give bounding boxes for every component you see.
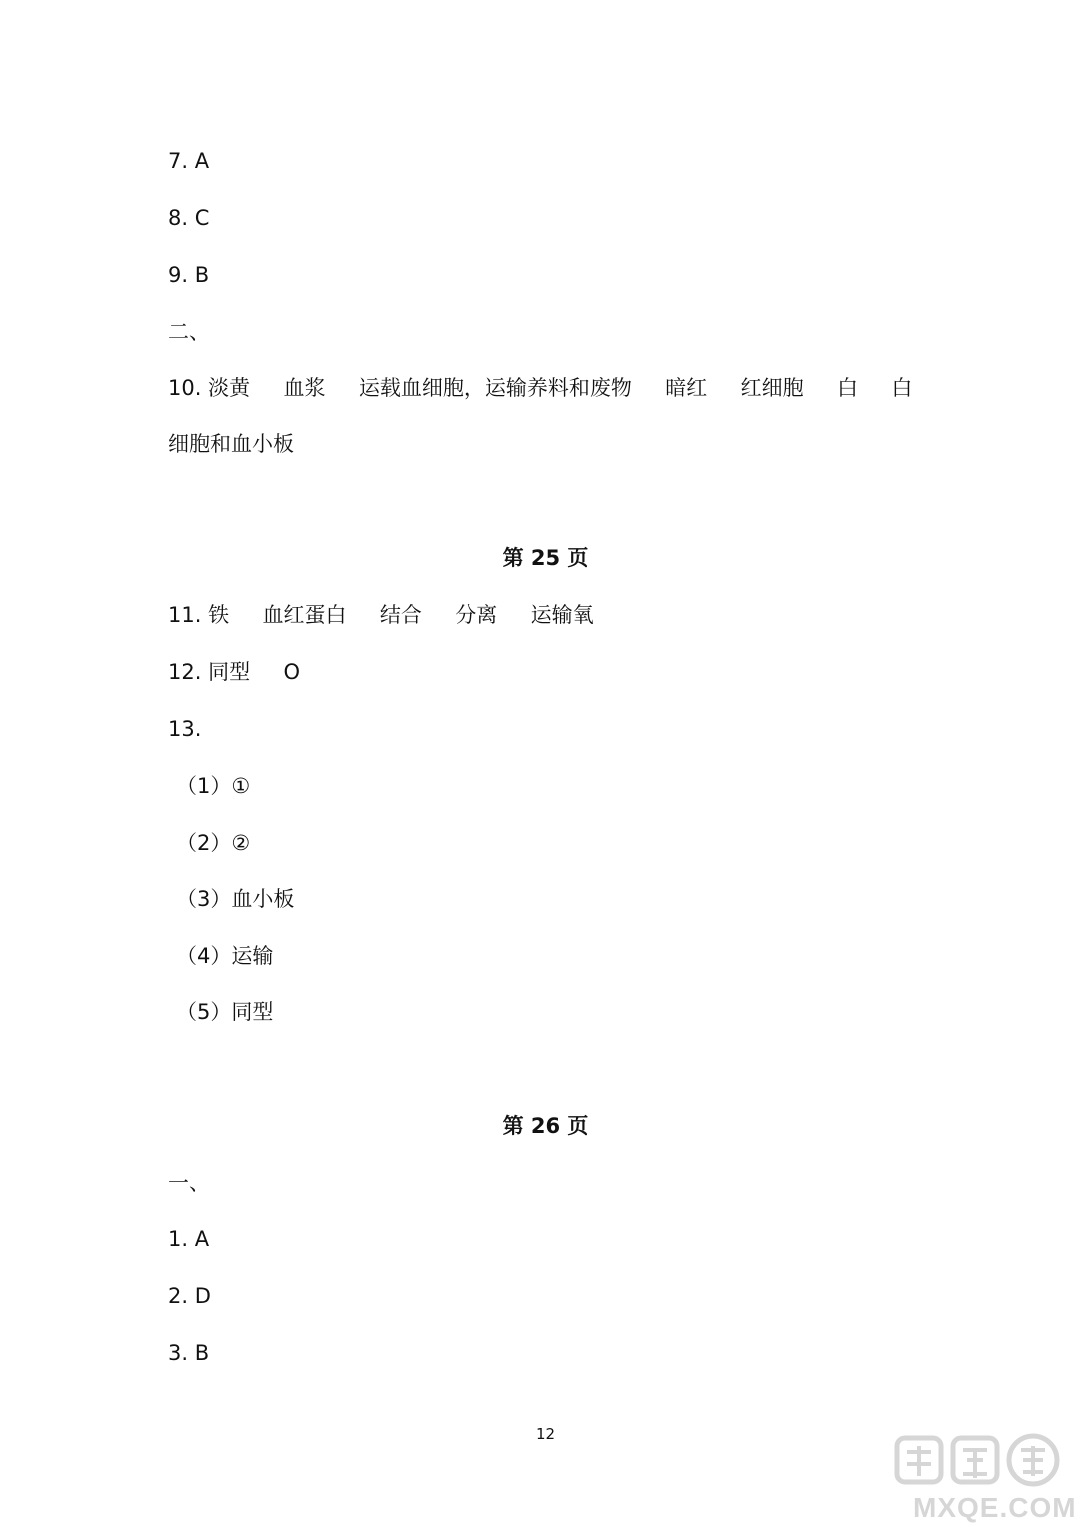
- section-marker: 二、: [168, 320, 210, 344]
- answer-line: 2. D: [168, 1284, 211, 1308]
- page-heading: 第 25 页: [502, 546, 589, 570]
- watermark: [883, 1430, 1077, 1530]
- sub-answer-line: （4）运输: [176, 944, 274, 968]
- answer-line: 1. A: [168, 1227, 210, 1251]
- answer-line: 8. C: [168, 206, 210, 230]
- answer-line: 13.: [168, 717, 202, 741]
- section-marker: 一、: [168, 1171, 210, 1195]
- watermark-text: MXQE.COM: [913, 1492, 1077, 1523]
- sub-answer-line: （5）同型: [176, 1000, 274, 1024]
- answer-line: 3. B: [168, 1341, 210, 1365]
- answer-line: 10. 淡黄 血浆 运载血细胞，运输养料和废物 暗红 红细胞 白 白: [168, 376, 913, 400]
- page-heading: 第 26 页: [502, 1114, 589, 1138]
- answer-line: 9. B: [168, 263, 210, 287]
- answer-line: 细胞和血小板: [168, 432, 294, 456]
- answer-line: 12. 同型 O: [168, 660, 300, 684]
- sub-answer-line: （2）②: [176, 831, 251, 855]
- sub-answer-line: （1）①: [176, 774, 251, 798]
- answer-line: 7. A: [168, 149, 210, 173]
- answer-seal-logo-icon: [883, 1430, 1073, 1494]
- sub-answer-line: （3）血小板: [176, 887, 295, 911]
- answer-line: 11. 铁 血红蛋白 结合 分离 运输氧: [168, 603, 594, 627]
- page-number: 12: [535, 1425, 556, 1443]
